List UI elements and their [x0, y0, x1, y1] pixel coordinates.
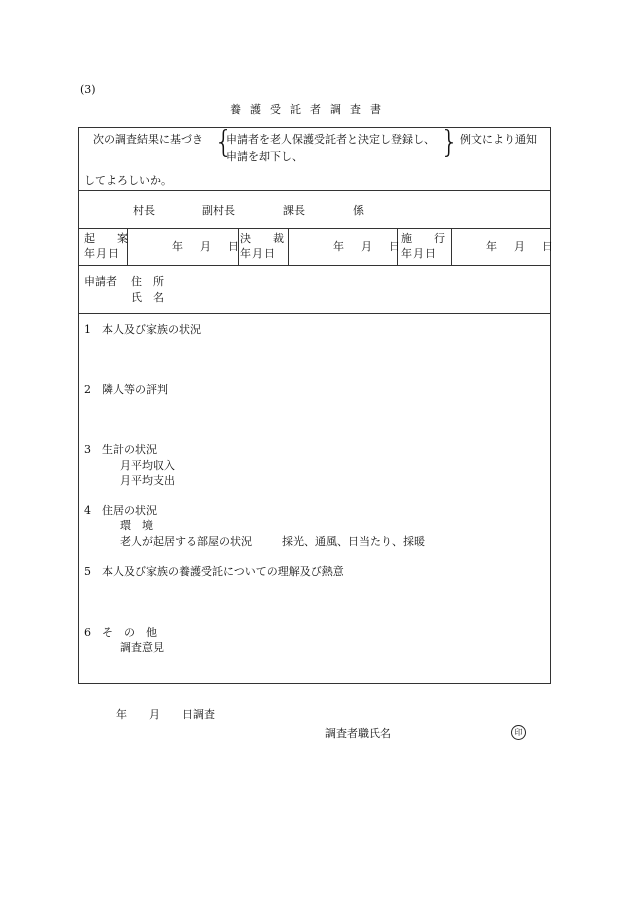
applicant-address-label: 住 所 [131, 275, 164, 288]
draft-date-value: 年 月 日 [172, 240, 242, 253]
left-brace: { [214, 125, 234, 160]
item-4-room-status: 老人が起居する部屋の状況 [120, 535, 252, 548]
approver-section-chief: 課長 [283, 204, 305, 217]
draft-date-label-2: 年月日 [84, 247, 120, 260]
item-6-opinion: 調査意見 [120, 641, 164, 654]
enforce-date-value: 年 月 日 [486, 240, 556, 253]
intro-tail: 例文により通知 [460, 133, 537, 146]
intro-option-reject: 申請を却下し、 [226, 150, 303, 163]
applicant-label: 申請者 [84, 275, 117, 288]
intro-lead: 次の調査結果に基づき [93, 133, 203, 146]
enforce-date-label-2: 年月日 [401, 247, 437, 260]
surveyor-name-label: 調査者職氏名 [325, 727, 391, 740]
decision-date-label-2: 年月日 [240, 247, 276, 260]
document-number: (3) [80, 83, 96, 96]
decision-date-label-1: 決 裁 [240, 232, 284, 245]
item-2-neighbor-reputation: 2 隣人等の評判 [84, 383, 168, 396]
intro-option-register: 申請者を老人保護受託者と決定し登録し、 [226, 133, 435, 146]
seal-mark: 印 [511, 725, 526, 740]
applicant-name-label: 氏 名 [131, 291, 164, 304]
item-3-monthly-expense: 月平均支出 [120, 474, 175, 487]
intro-continuation: してよろしいか。 [84, 174, 172, 187]
item-4-room-details: 採光、通風、日当たり、採暖 [282, 535, 425, 548]
item-4-environment: 環 境 [120, 519, 153, 532]
enforce-date-label-1: 施 行 [401, 232, 445, 245]
item-5-understanding: 5 本人及び家族の養護受託についての理解及び熱意 [84, 565, 344, 578]
document-title: 養護受託者調査書 [230, 103, 390, 116]
survey-date: 年 月 日調査 [116, 708, 215, 721]
item-6-other: 6 そ の 他 [84, 626, 157, 639]
approver-village-head: 村長 [133, 204, 155, 217]
item-1-family-status: 1 本人及び家族の状況 [84, 323, 201, 336]
item-3-monthly-income: 月平均収入 [120, 459, 175, 472]
approver-staff: 係 [353, 204, 364, 217]
approver-deputy-head: 副村長 [202, 204, 235, 217]
decision-date-value: 年 月 日 [333, 240, 403, 253]
item-4-residence: 4 住居の状況 [84, 504, 157, 517]
right-brace: } [440, 125, 460, 160]
draft-date-label-1: 起 案 [84, 232, 128, 245]
item-3-livelihood: 3 生計の状況 [84, 443, 157, 456]
